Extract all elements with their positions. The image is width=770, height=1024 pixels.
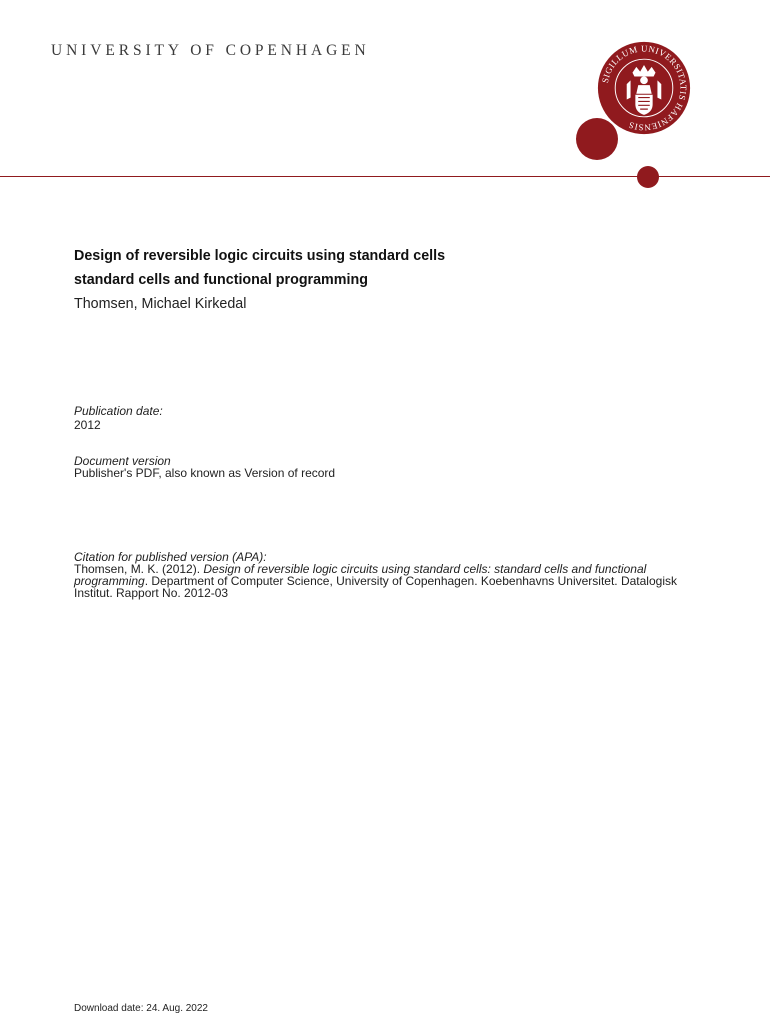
decorative-dot-large — [576, 118, 618, 160]
document-author: Thomsen, Michael Kirkedal — [74, 296, 247, 312]
document-version-label: Document version — [74, 454, 171, 468]
university-wordmark: UNIVERSITY OF COPENHAGEN — [51, 42, 370, 59]
citation-text — [74, 563, 704, 600]
seal-ring-text: SIGILLUM UNIVERSITATIS HAFNIENSIS — [599, 43, 689, 133]
citation-label: Citation for published version (APA): — [74, 550, 267, 564]
download-date: Download date: 24. Aug. 2022 — [74, 1003, 208, 1014]
publication-date-value: 2012 — [74, 418, 101, 432]
citation-title: Design of reversible logic circuits using standard cells: standard cells and functional programming — [74, 562, 647, 589]
document-title-line-2: standard cells and functional programming — [74, 272, 368, 288]
decorative-dot-small — [637, 166, 659, 188]
document-version-value: Publisher's PDF, also known as Version of record — [74, 466, 336, 480]
document-title-line-1: Design of reversible logic circuits using standard cells — [74, 248, 446, 264]
university-seal-icon — [596, 40, 692, 136]
publication-date-label: Publication date: — [74, 404, 163, 418]
citation-suffix: . Department of Computer Science, University of Copenhagen. Koebenhavns Universitet. Datalogisk Institut. Rapport No. 2012-03 — [74, 574, 677, 601]
citation-prefix: Thomsen, M. K. (2012). — [74, 562, 204, 576]
